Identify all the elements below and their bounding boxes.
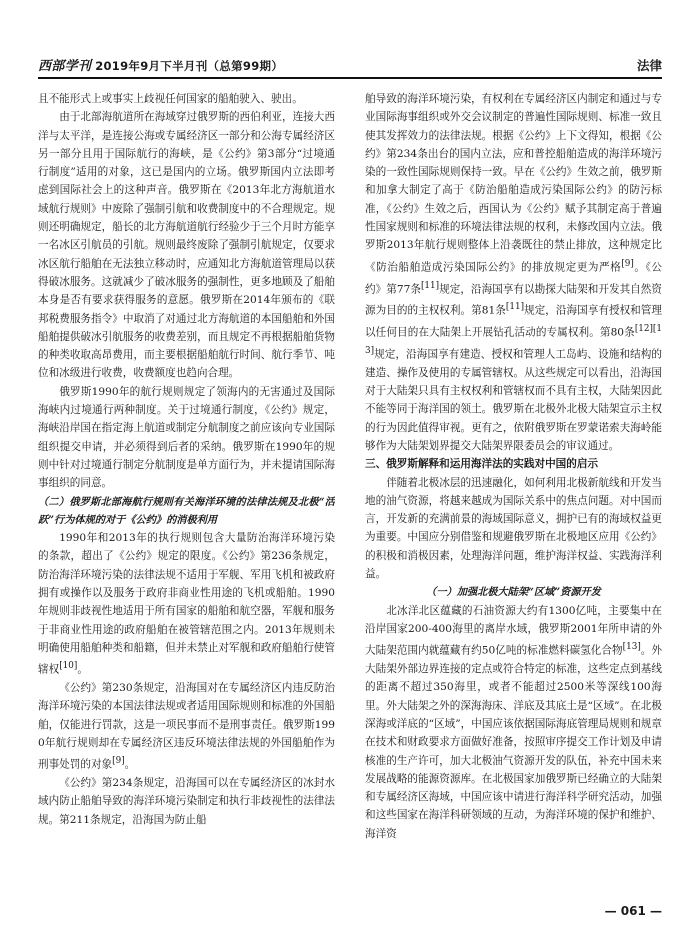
paragraph-text: 。《公约》第77条 (365, 261, 662, 296)
paragraph: 由于北部海航道所在海域穿过俄罗斯的西伯利亚，连接大西洋与太平洋，是连接公海或专属经济区一部分和公海专属经济区另一部分且用于国际航行的海峡，是《公约》第3部分“过境通行制度”适用的对象，这已是国内的立场。俄罗斯国内立法即考虑到国际社会上的这种声音。俄罗斯在《2013年北方海航道水域航行规则》中废除了强制引航和收费制度中的不合理规定。规则还明确规定，船长的北方海航道航行经验少于三个月时方能享一名冰区引航员的引航。规则最终废除了强制引航规定，仅要求冰区航行船舶在无法独立移动时，应通知北方海航道管理局以获得破冰服务。这就减少了破冰服务的强制性，更多地顾及了船舶本身是否有要求获得服务的意愿。俄罗斯在2014年颁布的《联邦税费服务指令》中取消了对通过北方海航道的本国船舶和外国船舶提供破冰引航服务的收费差别，而且规定不再根据船舶货物的种类收取高昂费用，而主要根据船舶航行时间、航行季节、吨位和冰级进行收费，收费额度也趋向合理。 (38, 111, 335, 380)
page-header (38, 52, 662, 79)
paragraph (365, 602, 662, 843)
citation: [13] (622, 642, 641, 653)
paragraph: 《公约》第234条规定，沿海国可以在专属经济区的冰封水域内防止船舶导致的海洋环境污染制定和执行非歧视性的法律法规。第211条规定，沿海国为防止船 (38, 777, 335, 826)
paragraph-text: 。 (124, 758, 136, 771)
citation: [11] (420, 280, 440, 291)
issue-info: 2019年9月下半月刊（总第99期） (95, 59, 284, 73)
citation: [12][13] (365, 324, 662, 356)
paragraph-text: 规定，沿海国享有建造、授权和管理人工岛屿、设施和结构的建造、操作及使用的专属管辖权。从这些规定可以看出，沿海国对于大陆架只具有主权权利和管辖权而不具有主权，大陆架因此不能等同于海洋国的领土。俄罗斯在北极外北极大陆架宣示主权的行为因此值得审视。更有之，依附俄罗斯在罗蒙诺索夫海岭能够作为大陆架划界提交大陆架界限委员会的审议通过。 (365, 348, 662, 452)
citation: [9] (112, 756, 125, 767)
citation: [10] (59, 661, 78, 672)
paragraph: 且不能形式上或事实上歧视任何国家的船舶驶入、驶出。 (38, 93, 303, 105)
paragraph (365, 90, 662, 455)
section-label: 法律 (636, 58, 662, 73)
paragraph-text: 。 (77, 663, 88, 676)
paragraph-text: 《公约》第230条规定，沿海国对在专属经济区内违反防治海洋环境污染的本国法律法规或者适用国际规则和标准的外国船舶，仅能进行罚款，这是一项民事而不是刑事责任。俄罗斯1990年航行规则却在专属经济区违反环境法律法规的外国船舶作为刑事处罚的对象 (38, 682, 335, 771)
paragraph-text: 1990年和2013年的执行规则包含大量防治海洋环境污染的条款，超出了《公约》规定的限度。《公约》第236条规定，防治海洋环境污染的法律法规不适用于军舰、军用飞机和被政府拥有或操作以及服务于政府非商业性用途的飞机或船舶。1990年规则非歧视性地适用于所有国家的船舶和航空器，军舰和服务于非商业性用途的政府船舶在被管辖范围之内。2013年规则未明确使用船舶种类和船籍，但并未禁止对军舰和政府船舶行使管辖权 (38, 532, 335, 676)
right-column (365, 90, 662, 890)
paragraph: 俄罗斯1990年的航行规则规定了领海内的无害通过及国际海峡内过境通行两种制度。关于过境通行制度，《公约》规定，海峡沿岸国在指定海上航道或制定分航制度之前应该向专业国际组织提交申请，并必须得到后者的采纳。俄罗斯在1990年的规则中针对过境通行制定分航制度是单方面行为，并未提请国际海事组织的同意。 (38, 385, 335, 490)
journal-name: 西部学刊 (38, 59, 92, 74)
paragraph: 伴随着北极冰层的迅速融化，如何利用北极新航线和开发当地的油气资源，将越来越成为国际关系中的焦点问题。对中国而言，开发新的充满前景的海域国际意义，拥护已有的海域权益更为重要。中国应分别借鉴和规避俄罗斯在北极地区应用《公约》的积极和消极因素，处理海洋问题，维护海洋权益、实践海洋利益。 (365, 476, 662, 581)
paragraph-text: 舶导致的海洋环境污染，有权利在专属经济区内制定和通过与专业国际海事组织或外交会议制定的普遍性国际规则、标准一致且使其发挥效力的法律法规。根据《公约》上下文得知，根据《公约》第234条出台的国内立法，应和普控船舶造成的海洋环境污染的一致性国际规则保持一致。早在《公约》生效之前，俄罗斯和加拿大制定了高于《防治船舶造成污染国际公约》的防污标准，《公约》生效之后，西国认为《公约》赋予其制定高于普遍性国家规则和标准的环境法律法规的权利，未修改国内立法。俄罗斯2013年航行规则整体上沿袭既往的禁止排放，这种规定比《防治船舶造成污染国际公约》的排放规定更为严格 (365, 93, 662, 274)
article-body (38, 90, 662, 890)
paragraph (38, 679, 335, 774)
paragraph-text: 北冰洋北区蕴藏的石油资源大约有1300亿吨，主要集中在沿岸国家200-400海里的离岸水域，俄罗斯2001年所申请的外大陆架范围内就蕴藏有约50亿吨的标准燃料碳氢化合物 (365, 604, 662, 657)
subsection-heading: （二）俄罗斯北部海航行规则有关海洋环境的法律法规及北极“活跃”行为体规的对于《公约》的消极利用 (38, 495, 335, 526)
paragraph-text: 规定，沿海国享有授权和管理以任何目的在大陆架上开展钻孔活动的专属权利。第80条 (365, 304, 662, 339)
journal-title (38, 55, 283, 74)
citation: [9] (621, 258, 634, 269)
paragraph-text: 。外大陆架外部边界连接的定点或符合特定的标准，这些定点到基线的距离不超过350海里，或者不能超过2500米等深线100海里。外大陆架之外的深海海床、洋底及其底土是“区域”。在北极深海或洋底的“区域”，中国应该依据国际海底管理局规则和规章在技术和财政要求方面做好准备，按照审序提交工作计划及申请核准的生产许可，加大北极油气资源开发的队伍，补充中国未来发展战略的能源资源库。在北极国家加俄罗斯已经确立的大陆架和专属经济区海域，中国应该中请进行海洋科学研究活动，加强和这些国家在海洋科研领域的互动，为海洋环境的保护和维护、海洋资 (365, 644, 662, 840)
left-column (38, 90, 335, 890)
section-heading: 三、俄罗斯解释和运用海洋法的实践对中国的启示 (365, 458, 599, 471)
paragraph-text: 规定，沿海国享有以勘探大陆架和开发其自然资源为目的的主权权利。第81条 (365, 283, 662, 317)
citation: [11] (505, 302, 525, 313)
paragraph (38, 529, 335, 679)
subsection-heading: （一）加强北极大陆架“区域”资源开发 (426, 586, 601, 599)
page-number: — 061 — (604, 904, 662, 918)
